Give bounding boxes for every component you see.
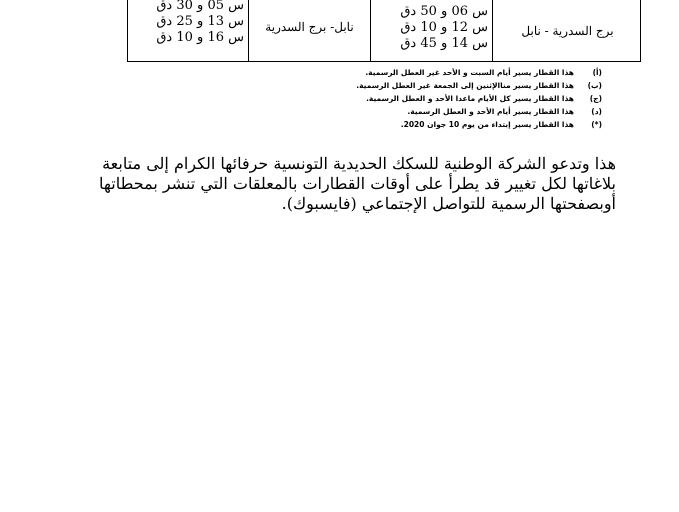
footnote-mark: (*): [591, 120, 602, 129]
departure-time: س 12 و 10 دق: [400, 20, 488, 35]
footnote-mark: (ب): [587, 81, 602, 90]
times-cell-right: [376, 4, 488, 52]
footnote: [270, 66, 602, 79]
route-cell-left: نابل- برج السدرية: [265, 20, 354, 34]
times-cell-left: [132, 0, 244, 46]
announcement-paragraph: هذا وتدعو الشركة الوطنية للسكك الحديدية التونسية حرفائها الكرام إلى متابعة بلاغاتها لكل تغيير قد يطرأ على أوقات القطارات بالمعلقات التي تنشر بمحطاتها أوبصفحتها الرسمية للتواصل الإجتماعي (فايسبوك).: [99, 154, 616, 213]
column-divider: [370, 0, 371, 61]
footnote: [270, 92, 602, 105]
footnote-text: هذا القطار يسير مناالإثنين إلى الجمعة غير العطل الرسمية.: [356, 81, 574, 90]
footnote: [270, 105, 602, 118]
footnote: [270, 79, 602, 92]
footnotes-list: [270, 66, 602, 131]
departure-time: س 14 و 45 دق: [400, 36, 488, 51]
footnote-text: هذا القطار يسير كل الأيام ماعدا الأحد و العطل الرسمية.: [366, 94, 574, 103]
departure-time: س 13 و 25 دق: [156, 14, 244, 29]
route-cell-right: برج السدرية - نابل: [521, 24, 614, 38]
departure-time: س 16 و 10 دق: [156, 30, 244, 45]
footnote-mark: (أ): [592, 68, 602, 77]
footnote-mark: (ج): [589, 94, 602, 103]
footnote: [270, 118, 602, 131]
departure-time: س 06 و 50 دق: [400, 4, 488, 19]
departure-time: س 05 و 30 دق: [156, 0, 244, 13]
footnote-text: هذا القطار يسير إبتداء من يوم 10 جوان 2020.: [400, 120, 574, 129]
footnote-mark: (د): [591, 107, 602, 116]
schedule-table-fragment: [127, 0, 641, 62]
footnote-text: هذا القطار يسير أيام الأحد و العطل الرسمية.: [407, 107, 574, 116]
footnote-text: هذا القطار يسير أيام السبت و الأحد غير العطل الرسمية.: [365, 68, 574, 77]
